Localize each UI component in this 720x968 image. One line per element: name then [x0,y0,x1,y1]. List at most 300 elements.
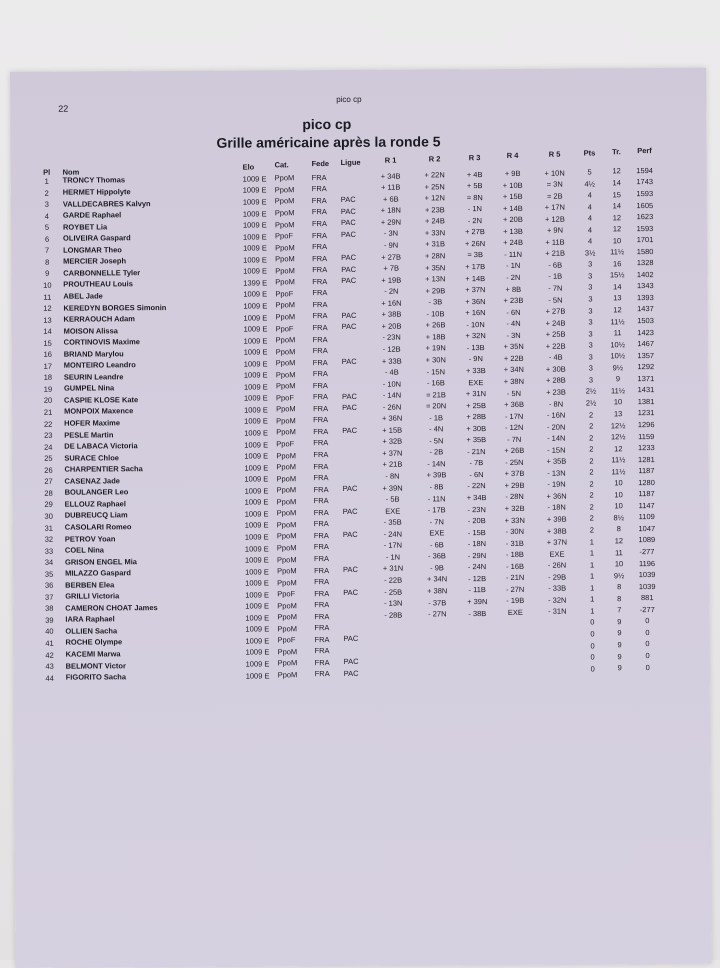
cell-perf: 881 [640,593,654,603]
cell-fede: FRA [311,195,327,206]
cell-perf: 1159 [638,431,655,441]
cell-tr: 9 [617,663,622,673]
cell-r5: - 20N [546,422,566,432]
cell-r1: EXE [385,506,401,516]
cell-r2: + 22N [424,170,445,180]
cell-perf: 1437 [637,304,654,314]
cell-r1: - 28B [384,610,403,620]
cell-pts: 4 [587,236,593,246]
cell-tr: 10 [613,397,623,407]
cell-r2: - 36B [427,551,446,561]
cell-nom: BOULANGER Leo [64,487,129,497]
cell-tr: 7 [617,605,622,615]
cell-pts: 2 [589,490,594,500]
cell-perf: 1381 [637,396,655,407]
cell-fede: FRA [313,438,329,448]
cell-r4: + 29B [504,480,525,490]
cell-ligue: PAC [341,322,357,332]
cell-elo: 1009 E [242,208,267,219]
cell-perf: 0 [645,662,650,672]
cell-nom: CASOLARI Romeo [64,522,132,532]
cell-pts: 1 [589,548,595,558]
cell-r1: - 8N [385,471,400,481]
cell-tr: 8½ [613,513,624,523]
cell-cat: PpoM [277,647,298,657]
cell-nom: GARDE Raphael [62,210,122,220]
cell-pts: 3 [588,282,593,292]
cell-perf: 1187 [638,466,655,476]
page-header: pico cp [336,94,362,105]
cell-r3: = 3B [467,250,483,260]
cell-r3: + 34B [466,493,487,503]
cell-perf: -277 [639,547,655,557]
cell-cat: PpoM [275,242,295,253]
cell-r3: - 2N [467,215,483,226]
cell-fede: FRA [314,565,330,575]
cell-cat: PpoM [275,335,296,345]
cell-r4: + 37B [504,469,525,479]
cell-nom: PROUTHEAU Louis [63,279,133,290]
cell-r3: - 23N [467,504,486,514]
cell-elo: 1009 E [244,497,269,507]
cell-r3: + 37N [465,285,486,295]
cell-ligue: PAC [341,391,357,401]
cell-r3: - 22N [467,481,486,491]
cell-r5: + 22B [545,341,566,351]
cell-elo: 1009 E [244,416,268,427]
cell-r5: + 27B [545,306,566,316]
column-header-perf: Perf [637,146,652,156]
cell-pts: 2½ [585,398,597,408]
cell-r4: - 6N [506,307,521,317]
cell-cat: PpoM [274,196,295,206]
cell-ligue: PAC [341,264,357,274]
cell-r4: - 25N [505,457,524,467]
column-header-nom: Nom [62,167,80,177]
cell-r4: - 31B [505,538,524,548]
cell-pl: 1 [44,176,49,186]
cell-nom: HERMET Hippolyte [62,187,131,197]
cell-pts: 2 [589,479,594,489]
cell-r1: - 22B [384,575,403,585]
cell-r5: + 23B [546,387,566,397]
cell-perf: 1109 [638,512,655,522]
cell-r5: + 30B [545,364,566,374]
cell-tr: 10 [612,235,622,246]
cell-fede: FRA [313,553,330,564]
cell-pts: 2 [589,421,594,431]
cell-pl: 29 [44,500,53,510]
cell-ligue: PAC [343,564,358,574]
cell-pl: 18 [43,373,53,383]
cell-perf: 1593 [636,223,654,233]
cell-cat: PpoF [274,231,293,241]
cell-nom: CARBONNELLE Tyler [63,268,141,278]
cell-r2: - 4N [429,424,444,434]
cell-pl: 34 [44,557,54,567]
cell-nom: KEREDYN BORGES Simonin [63,302,167,313]
cell-fede: FRA [314,600,330,610]
cell-fede: FRA [313,542,329,552]
cell-r1: + 32B [382,436,403,447]
cell-r4: - 4N [506,319,521,329]
cell-nom: CHARPENTIER Sacha [64,464,143,474]
cell-elo: 1009 E [243,255,267,265]
cell-r3: + 27B [465,227,485,237]
column-header-elo: Elo [242,162,255,172]
cell-pts: 2 [589,502,594,512]
cell-ligue: PAC [341,276,357,286]
cell-pl: 20 [43,396,53,406]
cell-cat: PpoM [276,485,297,495]
cell-fede: FRA [312,346,328,356]
cell-tr: 8 [616,524,621,534]
cell-r1: + 33B [381,356,402,366]
cell-r4: - 30N [505,526,525,537]
cell-elo: 1009 E [245,567,269,577]
cell-elo: 1009 E [244,451,269,461]
column-header-r5: R 5 [548,149,561,159]
cell-cat: PpoM [277,577,297,587]
cell-nom: OLLIEN Sacha [65,626,118,636]
cell-fede: FRA [313,461,329,471]
cell-tr: 12 [613,305,622,315]
cell-tr: 14 [612,178,621,188]
cell-r1: - 12B [382,344,401,354]
cell-perf: 1580 [636,246,654,256]
cell-tr: 11 [613,328,622,338]
cell-perf: 0 [645,616,650,626]
cell-r1: + 37N [382,448,403,458]
cell-pl: 8 [45,257,50,267]
cell-r5: - 14N [547,433,566,443]
cell-r2: - 37B [428,597,447,607]
cell-r1: + 21B [382,460,403,470]
cell-pl: 5 [44,222,50,232]
cell-nom: OLIVEIRA Gaspard [62,233,131,243]
cell-r4: + 24B [503,238,523,248]
cell-cat: PpoM [274,185,295,195]
cell-r2: - 15N [426,366,446,376]
cell-pts: 0 [590,664,595,674]
cell-elo: 1009 E [244,543,269,554]
cell-ligue: PAC [342,530,358,540]
cell-r5: + 37N [546,537,568,547]
cell-perf: 1089 [638,535,656,545]
cell-r3: - 29N [467,550,487,560]
cell-r2: + 35N [425,262,446,273]
cell-cat: PpoM [274,173,295,183]
cell-nom: CORTINOVIS Maxime [63,337,140,347]
cell-r1: + 18N [380,205,401,216]
cell-perf: 1357 [637,350,655,360]
cell-elo: 1009 E [244,520,269,530]
cell-cat: PpoM [276,531,297,541]
cell-cat: PpoM [275,358,296,368]
cell-elo: 1009 E [243,301,268,311]
cell-tr: 9 [617,640,622,650]
cell-cat: PpoM [276,404,296,414]
cell-elo: 1009 E [244,463,269,473]
cell-pl: 30 [44,511,53,521]
cell-r5: - 8N [548,399,564,409]
cell-pts: 2 [589,513,594,523]
cell-pl: 16 [43,349,52,360]
cell-tr: 11½ [610,386,626,396]
column-header-pts: Pts [583,148,596,158]
cell-r5: - 13N [547,468,566,478]
cell-tr: 8 [617,582,622,592]
cell-tr: 15 [612,189,621,199]
cell-r3: - 6N [469,470,484,480]
cell-tr: 12 [614,443,623,453]
cell-nom: CASENAZ Jade [64,476,120,486]
cell-pl: 9 [45,269,50,279]
cell-pl: 31 [44,523,53,533]
cell-nom: ABEL Jade [63,291,103,301]
cell-r1: + 27B [381,252,402,262]
cell-r2: + 33N [424,228,446,238]
cell-r4: - 3N [506,330,521,340]
cell-r4: - 21N [505,573,525,583]
cell-r3: - 18N [467,539,487,549]
cell-tr: 9½ [612,363,624,373]
cell-r4: - 28N [505,492,524,502]
cell-r1: - 10N [382,379,402,389]
cell-nom: KERRAOUCH Adam [63,314,135,324]
cell-pl: 21 [43,407,53,417]
cell-fede: FRA [312,276,328,286]
cell-r5: - 16N [546,410,566,420]
cell-pl: 4 [44,211,49,221]
cell-pl: 27 [44,477,53,487]
cell-nom: ROYBET Lia [62,222,108,232]
cell-elo: 1009 E [242,220,267,230]
cell-tr: 9 [615,374,621,384]
cell-tr: 12½ [610,432,626,442]
cell-r1: + 16N [381,298,402,308]
cell-elo: 1009 E [244,474,269,484]
cell-r5: = 3N [546,179,563,189]
cell-tr: 11½ [611,466,626,477]
cell-r1: - 4B [384,367,399,377]
cell-cat: PpoM [275,277,295,287]
cell-r3: + 26N [464,238,486,249]
cell-elo: 1009 E [245,670,270,681]
cell-pl: 43 [45,661,54,671]
cell-nom: DUBREUCQ Liam [64,510,128,521]
cell-r2: + 13N [425,274,446,284]
cell-tr: 10 [614,559,624,569]
page-number: 22 [58,103,69,114]
cell-r1: - 23N [382,333,401,343]
cell-r5: + 11B [545,237,565,247]
cell-r3: - 20B [467,516,486,526]
cell-elo: 1009 E [242,185,267,196]
cell-tr: 14 [612,201,622,211]
cell-r1: - 13N [384,598,403,608]
column-header-r3: R 3 [468,153,481,163]
cell-pts: 2 [589,525,594,535]
cell-tr: 15½ [609,270,625,280]
cell-r4: - 1N [506,261,521,271]
cell-r5: EXE [549,549,565,559]
cell-cat: PpoM [275,266,295,276]
cell-fede: FRA [314,588,330,598]
cell-perf: 1147 [638,500,655,510]
cell-r1: - 35B [383,517,402,527]
cell-pts: 3 [588,294,593,304]
cell-nom: ELLOUZ Raphael [64,499,126,509]
cell-nom: MOISON Alissa [63,325,118,336]
cell-perf: 1280 [638,477,655,487]
cell-r4: + 34N [503,365,524,375]
cell-r5: - 18N [547,503,566,513]
cell-perf: 1233 [637,443,655,453]
cell-cat: PpoM [277,612,297,622]
cell-r5: + 38B [546,526,567,536]
cell-pts: 3 [588,340,593,350]
cell-cat: PpoM [276,508,297,518]
cell-nom: SEURIN Leandre [63,372,124,382]
cell-r2: - 16B [426,378,445,388]
cell-pl: 12 [43,303,52,313]
cell-fede: FRA [312,334,328,344]
cell-r1: + 34B [380,171,401,181]
cell-r2: - 9B [430,563,444,573]
cell-r5: + 21B [545,248,566,259]
cell-pl: 15 [43,338,52,348]
document-title: pico cp [302,115,352,133]
cell-perf: 1743 [636,177,654,187]
cell-nom: PETROV Yoan [64,533,116,544]
cell-fede: FRA [312,323,328,333]
cell-r3: + 31N [465,389,487,399]
cell-r5: - 29B [548,572,567,582]
cell-cat: PpoF [276,439,295,449]
column-header-fede: Fede [311,159,330,169]
column-header-cat: Cat. [274,160,289,170]
cell-nom: BERBEN Elea [65,580,115,590]
cell-tr: 13 [613,409,623,419]
column-header-r2: R 2 [428,154,441,164]
cell-tr: 11½ [611,455,626,465]
cell-nom: IARA Raphael [65,614,115,625]
cell-perf: 1503 [637,316,654,326]
cell-perf: 1047 [638,523,656,534]
cell-tr: 13 [613,293,622,303]
cell-r3: + 36N [465,296,486,306]
cell-r5: - 5N [548,295,563,305]
cell-fede: FRA [311,230,328,240]
cell-r2: - 6B [429,540,444,550]
cell-r5: + 35B [546,456,567,466]
cell-elo: 1009 E [245,636,270,646]
cell-perf: 0 [645,627,650,637]
cell-fede: FRA [313,450,329,460]
column-header-r4: R 4 [506,150,519,160]
cell-nom: GRISON ENGEL Mia [64,556,137,567]
cell-r2: + 25N [424,182,445,192]
cell-r5: - 7N [548,283,563,293]
cell-perf: 1593 [636,189,654,199]
cell-tr: 10 [614,490,623,500]
cell-r4: + 14B [502,203,523,213]
cell-pl: 42 [45,650,54,660]
cell-r3: + 32N [465,331,486,341]
column-header-r1: R 1 [384,155,397,165]
cell-perf: 1371 [637,373,655,383]
cell-r4: - 19B [506,596,525,606]
cell-cat: PpoM [275,381,296,391]
cell-pts: 3 [588,271,593,281]
cell-r2: - 3B [428,297,443,307]
cell-r3: + 33B [465,366,486,376]
cell-pl: 23 [44,430,53,440]
cell-r4: + 32B [504,503,525,513]
cell-pts: 2 [589,444,594,454]
cell-pts: 4 [587,213,593,223]
cell-nom: TRONCY Thomas [62,175,126,186]
cell-r1: - 2N [384,286,399,296]
cell-pl: 14 [43,326,52,336]
cell-r4: - 18B [505,550,524,560]
cell-pts: 0 [590,617,595,627]
cell-r3: - 15B [467,527,486,537]
cell-perf: 1196 [638,558,656,568]
cell-cat: PpoM [274,219,295,229]
cell-cat: PpoM [276,543,297,553]
cell-r2: + 30N [425,355,446,365]
cell-r3: + 30B [466,423,487,433]
cell-elo: 1009 E [243,393,268,403]
cell-fede: FRA [313,403,329,413]
cell-r4: + 35N [503,342,524,352]
cell-perf: 1296 [637,420,655,430]
cell-tr: 12 [612,166,621,176]
cell-pts: 1 [589,536,594,547]
cell-fede: FRA [313,484,329,494]
cell-pl: 13 [43,315,52,325]
cell-nom: PESLE Martin [64,429,114,440]
cell-fede: FRA [312,265,328,275]
cell-pts: 4½ [584,178,595,188]
cell-fede: FRA [311,219,327,229]
cell-pts: 1 [590,606,595,616]
cell-elo: 1009 E [243,266,268,276]
cell-r4: + 10B [502,180,523,190]
cell-pts: 0 [590,640,595,650]
cell-pts: 5 [587,167,592,177]
cell-pl: 28 [44,488,53,498]
cell-ligue: PAC [340,229,356,239]
cell-r4: - 7N [507,434,522,444]
cell-perf: 0 [645,639,650,649]
cell-r4: + 9B [504,168,521,179]
cell-pts: 2 [588,409,594,419]
cell-tr: 10½ [610,351,626,361]
cell-tr: 10 [614,478,623,488]
cell-tr: 9 [617,617,622,627]
cell-pl: 35 [44,569,54,579]
cell-elo: 1009 E [245,578,269,588]
cell-fede: FRA [313,496,329,506]
cell-ligue: PAC [342,403,357,413]
cell-r3: - 7B [469,458,484,468]
cell-r5: - 31N [548,607,567,617]
cell-pl: 17 [43,361,52,371]
cell-ligue: PAC [342,507,358,517]
